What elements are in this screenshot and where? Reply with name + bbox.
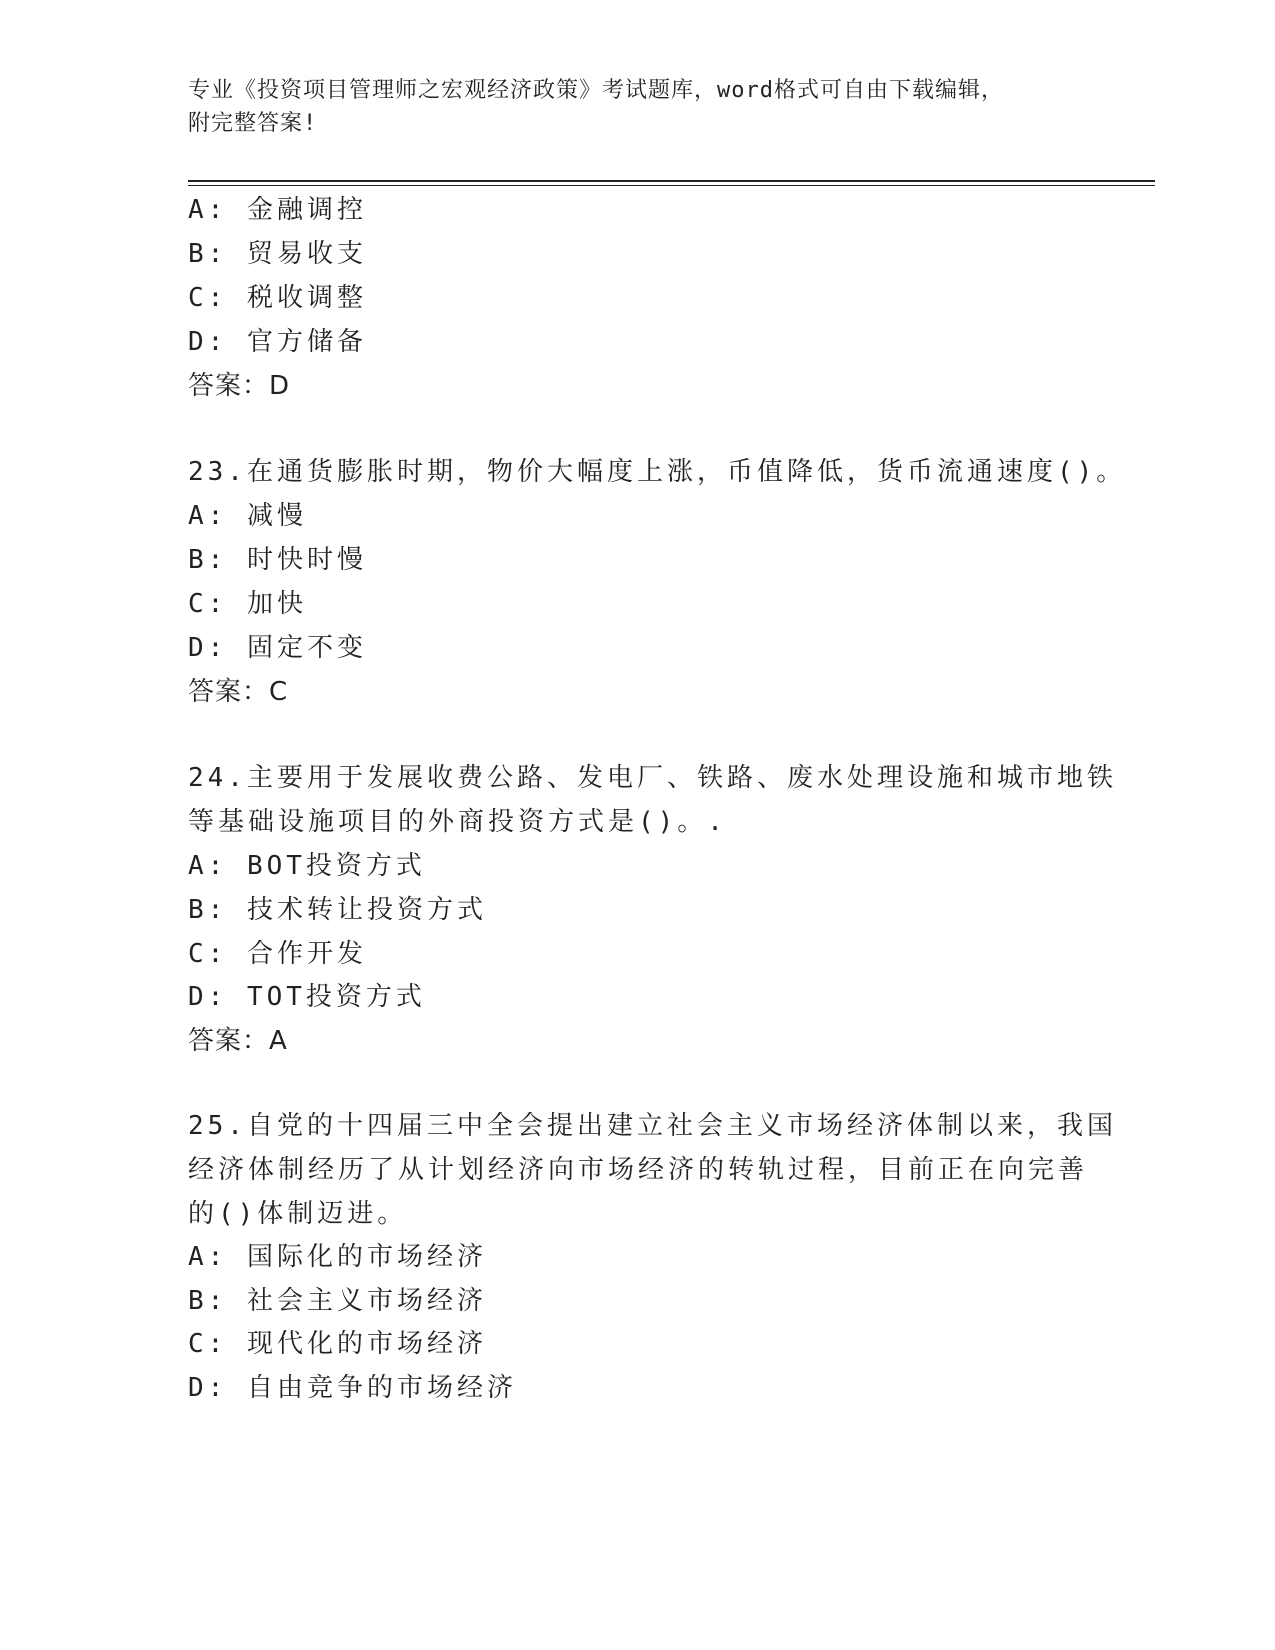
q23-option-c: C: 加快 bbox=[188, 589, 307, 619]
q23-option-a: A: 减慢 bbox=[188, 501, 307, 531]
q25-stem-line-2: 经济体制经历了从计划经济向市场经济的转轨过程，目前正在向完善 bbox=[188, 1155, 1089, 1185]
q22-option-a: A: 金融调控 bbox=[188, 195, 367, 225]
header-rule-thin bbox=[188, 185, 1155, 186]
q24-stem-line-2: 等基础设施项目的外商投资方式是()。. bbox=[188, 807, 727, 837]
q25-option-a: A: 国际化的市场经济 bbox=[188, 1242, 487, 1272]
q23-stem-line-1: 23.在通货膨胀时期，物价大幅度上涨，币值降低，货币流通速度()。 bbox=[188, 457, 1127, 487]
q22-option-d: D: 官方储备 bbox=[188, 327, 367, 357]
q24-stem-line-1: 24.主要用于发展收费公路、发电厂、铁路、废水处理设施和城市地铁 bbox=[188, 763, 1117, 793]
q22-option-b: B: 贸易收支 bbox=[188, 239, 367, 269]
q25-option-b: B: 社会主义市场经济 bbox=[188, 1286, 487, 1316]
q24-option-c: C: 合作开发 bbox=[188, 939, 367, 969]
q22-answer: 答案：D bbox=[188, 371, 291, 401]
header-rule-thick bbox=[188, 180, 1155, 182]
q22-option-c: C: 税收调整 bbox=[188, 283, 367, 313]
q24-option-b: B: 技术转让投资方式 bbox=[188, 895, 487, 925]
q24-answer: 答案：A bbox=[188, 1026, 288, 1056]
header-line-1: 专业《投资项目管理师之宏观经济政策》考试题库，word格式可自由下载编辑， bbox=[188, 78, 1004, 103]
q24-option-a: A: BOT投资方式 bbox=[188, 851, 426, 881]
q25-option-d: D: 自由竞争的市场经济 bbox=[188, 1373, 517, 1403]
q23-answer: 答案：C bbox=[188, 677, 289, 707]
q25-option-c: C: 现代化的市场经济 bbox=[188, 1329, 487, 1359]
q25-stem-line-3: 的()体制迈进。 bbox=[188, 1199, 408, 1229]
q23-option-b: B: 时快时慢 bbox=[188, 545, 367, 575]
header-line-2: 附完整答案! bbox=[188, 111, 318, 136]
q24-option-d: D: TOT投资方式 bbox=[188, 982, 426, 1012]
q25-stem-line-1: 25.自党的十四届三中全会提出建立社会主义市场经济体制以来，我国 bbox=[188, 1111, 1117, 1141]
q23-option-d: D: 固定不变 bbox=[188, 633, 367, 663]
document-header bbox=[188, 74, 1068, 140]
